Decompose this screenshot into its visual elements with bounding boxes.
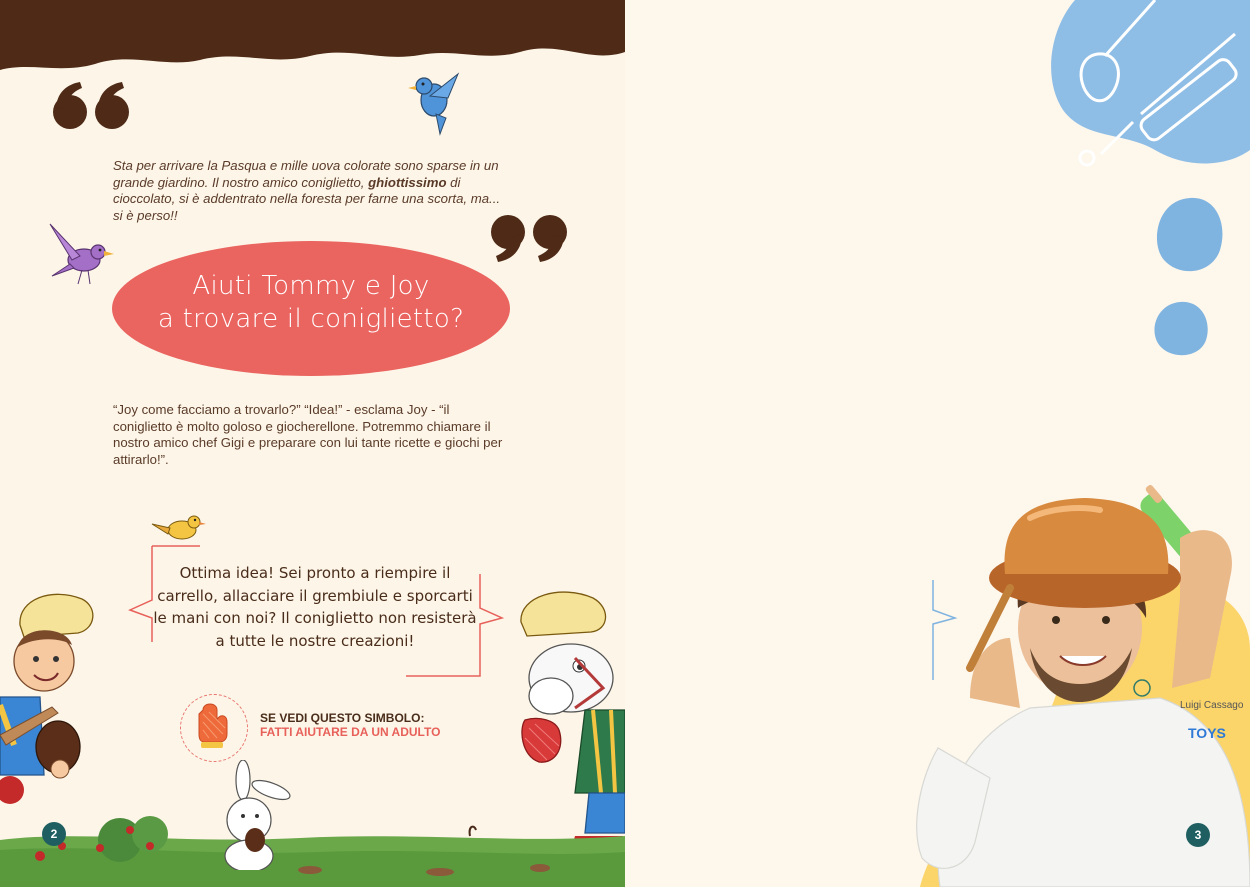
notice-subtitle: FATTI AIUTARE DA UN ADULTO: [260, 725, 441, 739]
headline-line-2: a trovare il coniglietto?: [157, 304, 465, 334]
bunny-illustration: [205, 760, 300, 870]
headline-line-1: Aiuti Tommy e Joy: [192, 271, 430, 301]
blue-bird-illustration: [400, 68, 470, 138]
speech-bubble-text: Ottima idea! Sei pronto a riempire il carrello, allacciare il grembiule e sporcarti le mani con noi? Il coniglietto non resisterà a tutte le nostre creazioni!: [153, 564, 477, 650]
story-paragraph: “Joy come facciamo a trovarlo?” “Idea!” - esclama Joy - “il coniglietto è molto goloso e giocherellone. Potremmo chiamare il nostro amico chef Gigi e preparare con lui tante ricette e giochi per attirarlo!”.: [113, 402, 503, 467]
chocolate-drip-header: [0, 0, 625, 80]
garden-ground-illustration: [0, 800, 625, 887]
page-number-right: 3: [1186, 823, 1210, 847]
jacket-name-label: Luigi Cassago: [1180, 700, 1244, 711]
right-page: [625, 0, 1250, 887]
intro-paragraph: Sta per arrivare la Pasqua e mille uova colorate sono sparse in un grande giardino. Il nostro amico coniglietto, ghiottissimo di cioccolato, si è addentrato nella foresta per farne una scorta, ma... si è perso!!: [113, 158, 501, 223]
blue-blob-decoration-2: [1150, 300, 1214, 360]
oven-mitt-icon: [195, 700, 231, 750]
blue-blob-utensils-decoration: [1045, 0, 1250, 170]
blue-blob-decoration-1: [1150, 194, 1230, 284]
jacket-brand-label: TOYS: [1188, 725, 1226, 741]
purple-bird-illustration: [44, 220, 118, 290]
notice-title: SE VEDI QUESTO SIMBOLO:: [260, 711, 425, 725]
open-quote-icon: [52, 80, 136, 132]
page-number-left: 2: [42, 822, 66, 846]
intro-bold-word: ghiottissimo: [368, 174, 447, 190]
headline: [112, 270, 510, 336]
